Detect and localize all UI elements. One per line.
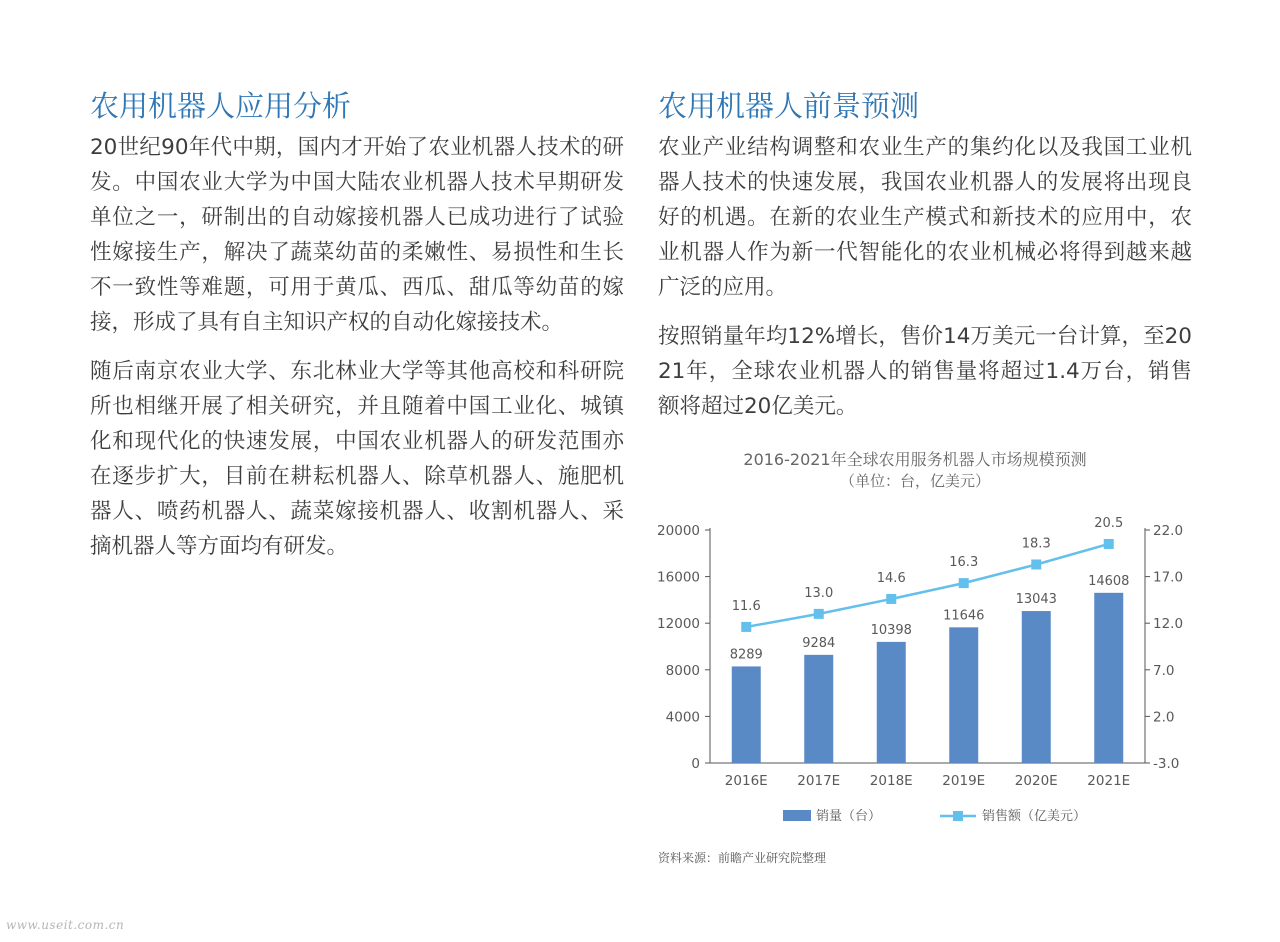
bar-2016E [732,666,761,763]
left-axis-tick-label: 20000 [657,523,700,539]
right-axis-tick-label: 22.0 [1153,523,1184,539]
left-axis-tick-label: 8000 [665,662,700,679]
x-axis-tick-label: 2017E [797,773,841,789]
left-heading: 农用机器人应用分析 [90,89,352,123]
right-axis-tick-label: 2.0 [1153,709,1175,726]
bar-2019E [949,627,978,763]
left-axis-tick-label: 0 [691,756,700,772]
right-column [658,86,1192,438]
chart-title: 2016-2021年全球农用服务机器人市场规模预测 [743,450,1087,469]
x-axis-tick-label: 2016E [724,773,768,789]
left-paragraph-2: 随后南京农业大学、东北林业大学等其他高校和科研院所也相继开展了相关研究，并且随着中国工业化、城镇化和现代化的快速发展，中国农业机器人的研发范围亦在逐步扩大，目前在耕耘机器人、除草机器人、施肥机器人、喷药机器人、蔬菜嫁接机器人、收割机器人、采摘机器人等方面均有研发。 [90,359,624,559]
chart-subtitle: （单位：台，亿美元） [839,472,991,490]
line-point-2017E [814,609,824,619]
source-note: 资料来源：前瞻产业研究院整理 [658,851,827,865]
legend-swatch-bar [783,810,811,821]
line-data-label: 14.6 [876,570,906,586]
bar-data-label: 13043 [1015,592,1057,608]
left-axis-tick-label: 4000 [665,709,700,726]
x-axis-tick-label: 2019E [942,773,986,789]
bar-2018E [877,642,906,763]
x-axis-tick-label: 2018E [869,773,913,789]
left-paragraph-1: 20世纪90年代中期，国内才开始了农业机器人技术的研发。中国农业大学为中国大陆农业机器人技术早期研发单位之一，研制出的自动嫁接机器人已成功进行了试验性嫁接生产，解决了蔬菜幼苗的柔嫩性、易损性和生长不一致性等难题，可用于黄瓜、西瓜、甜瓜等幼苗的嫁接，形成了具有自主知识产权的自动化嫁接技术。 [90,135,624,335]
right-heading: 农用机器人前景预测 [658,89,920,123]
chart-svg [650,440,1210,880]
line-data-label: 11.6 [731,598,761,614]
bar-data-label: 11646 [943,608,985,624]
right-axis-tick-label: 7.0 [1153,662,1175,679]
bar-2020E [1022,611,1051,763]
right-axis-tick-label: 12.0 [1153,616,1184,633]
market-forecast-chart [650,440,1210,880]
legend-label-line: 销售额（亿美元） [982,809,1087,824]
line-point-2019E [959,578,969,588]
bar-2021E [1094,593,1123,763]
right-axis-tick-label: -3.0 [1153,756,1180,772]
bar-data-label: 14608 [1088,573,1130,589]
left-column [90,86,624,578]
right-axis-tick-label: 17.0 [1153,569,1184,586]
legend-label-bar: 销量（台） [816,809,882,824]
line-data-label: 18.3 [1021,536,1051,552]
line-data-label: 16.3 [949,555,979,571]
bar-data-label: 8289 [729,647,763,663]
line-data-label: 13.0 [804,585,834,601]
bar-2017E [804,655,833,763]
bar-data-label: 9284 [802,635,836,651]
left-axis-tick-label: 16000 [657,569,700,586]
legend-swatch-marker [953,811,963,821]
line-point-2021E [1104,539,1114,549]
watermark: www.useit.com.cn [6,918,125,932]
line-point-2018E [886,594,896,604]
line-point-2016E [741,622,751,632]
right-paragraph-1: 农业产业结构调整和农业生产的集约化以及我国工业机器人技术的快速发展，我国农业机器人的发展将出现良好的机遇。在新的农业生产模式和新技术的应用中，农业机器人作为新一代智能化的农业机械必将得到越来越广泛的应用。 [658,135,1192,300]
left-axis-tick-label: 12000 [657,616,700,633]
bar-data-label: 10398 [870,622,912,638]
line-point-2020E [1031,559,1041,569]
x-axis-tick-label: 2021E [1087,773,1131,789]
sales-amount-line [746,544,1109,627]
x-axis-tick-label: 2020E [1014,773,1058,789]
right-paragraph-2: 按照销量年均12%增长，售价14万美元一台计算，至2021年，全球农业机器人的销售量将超过1.4万台，销售额将超过20亿美元。 [658,324,1192,419]
line-data-label: 20.5 [1094,515,1124,531]
